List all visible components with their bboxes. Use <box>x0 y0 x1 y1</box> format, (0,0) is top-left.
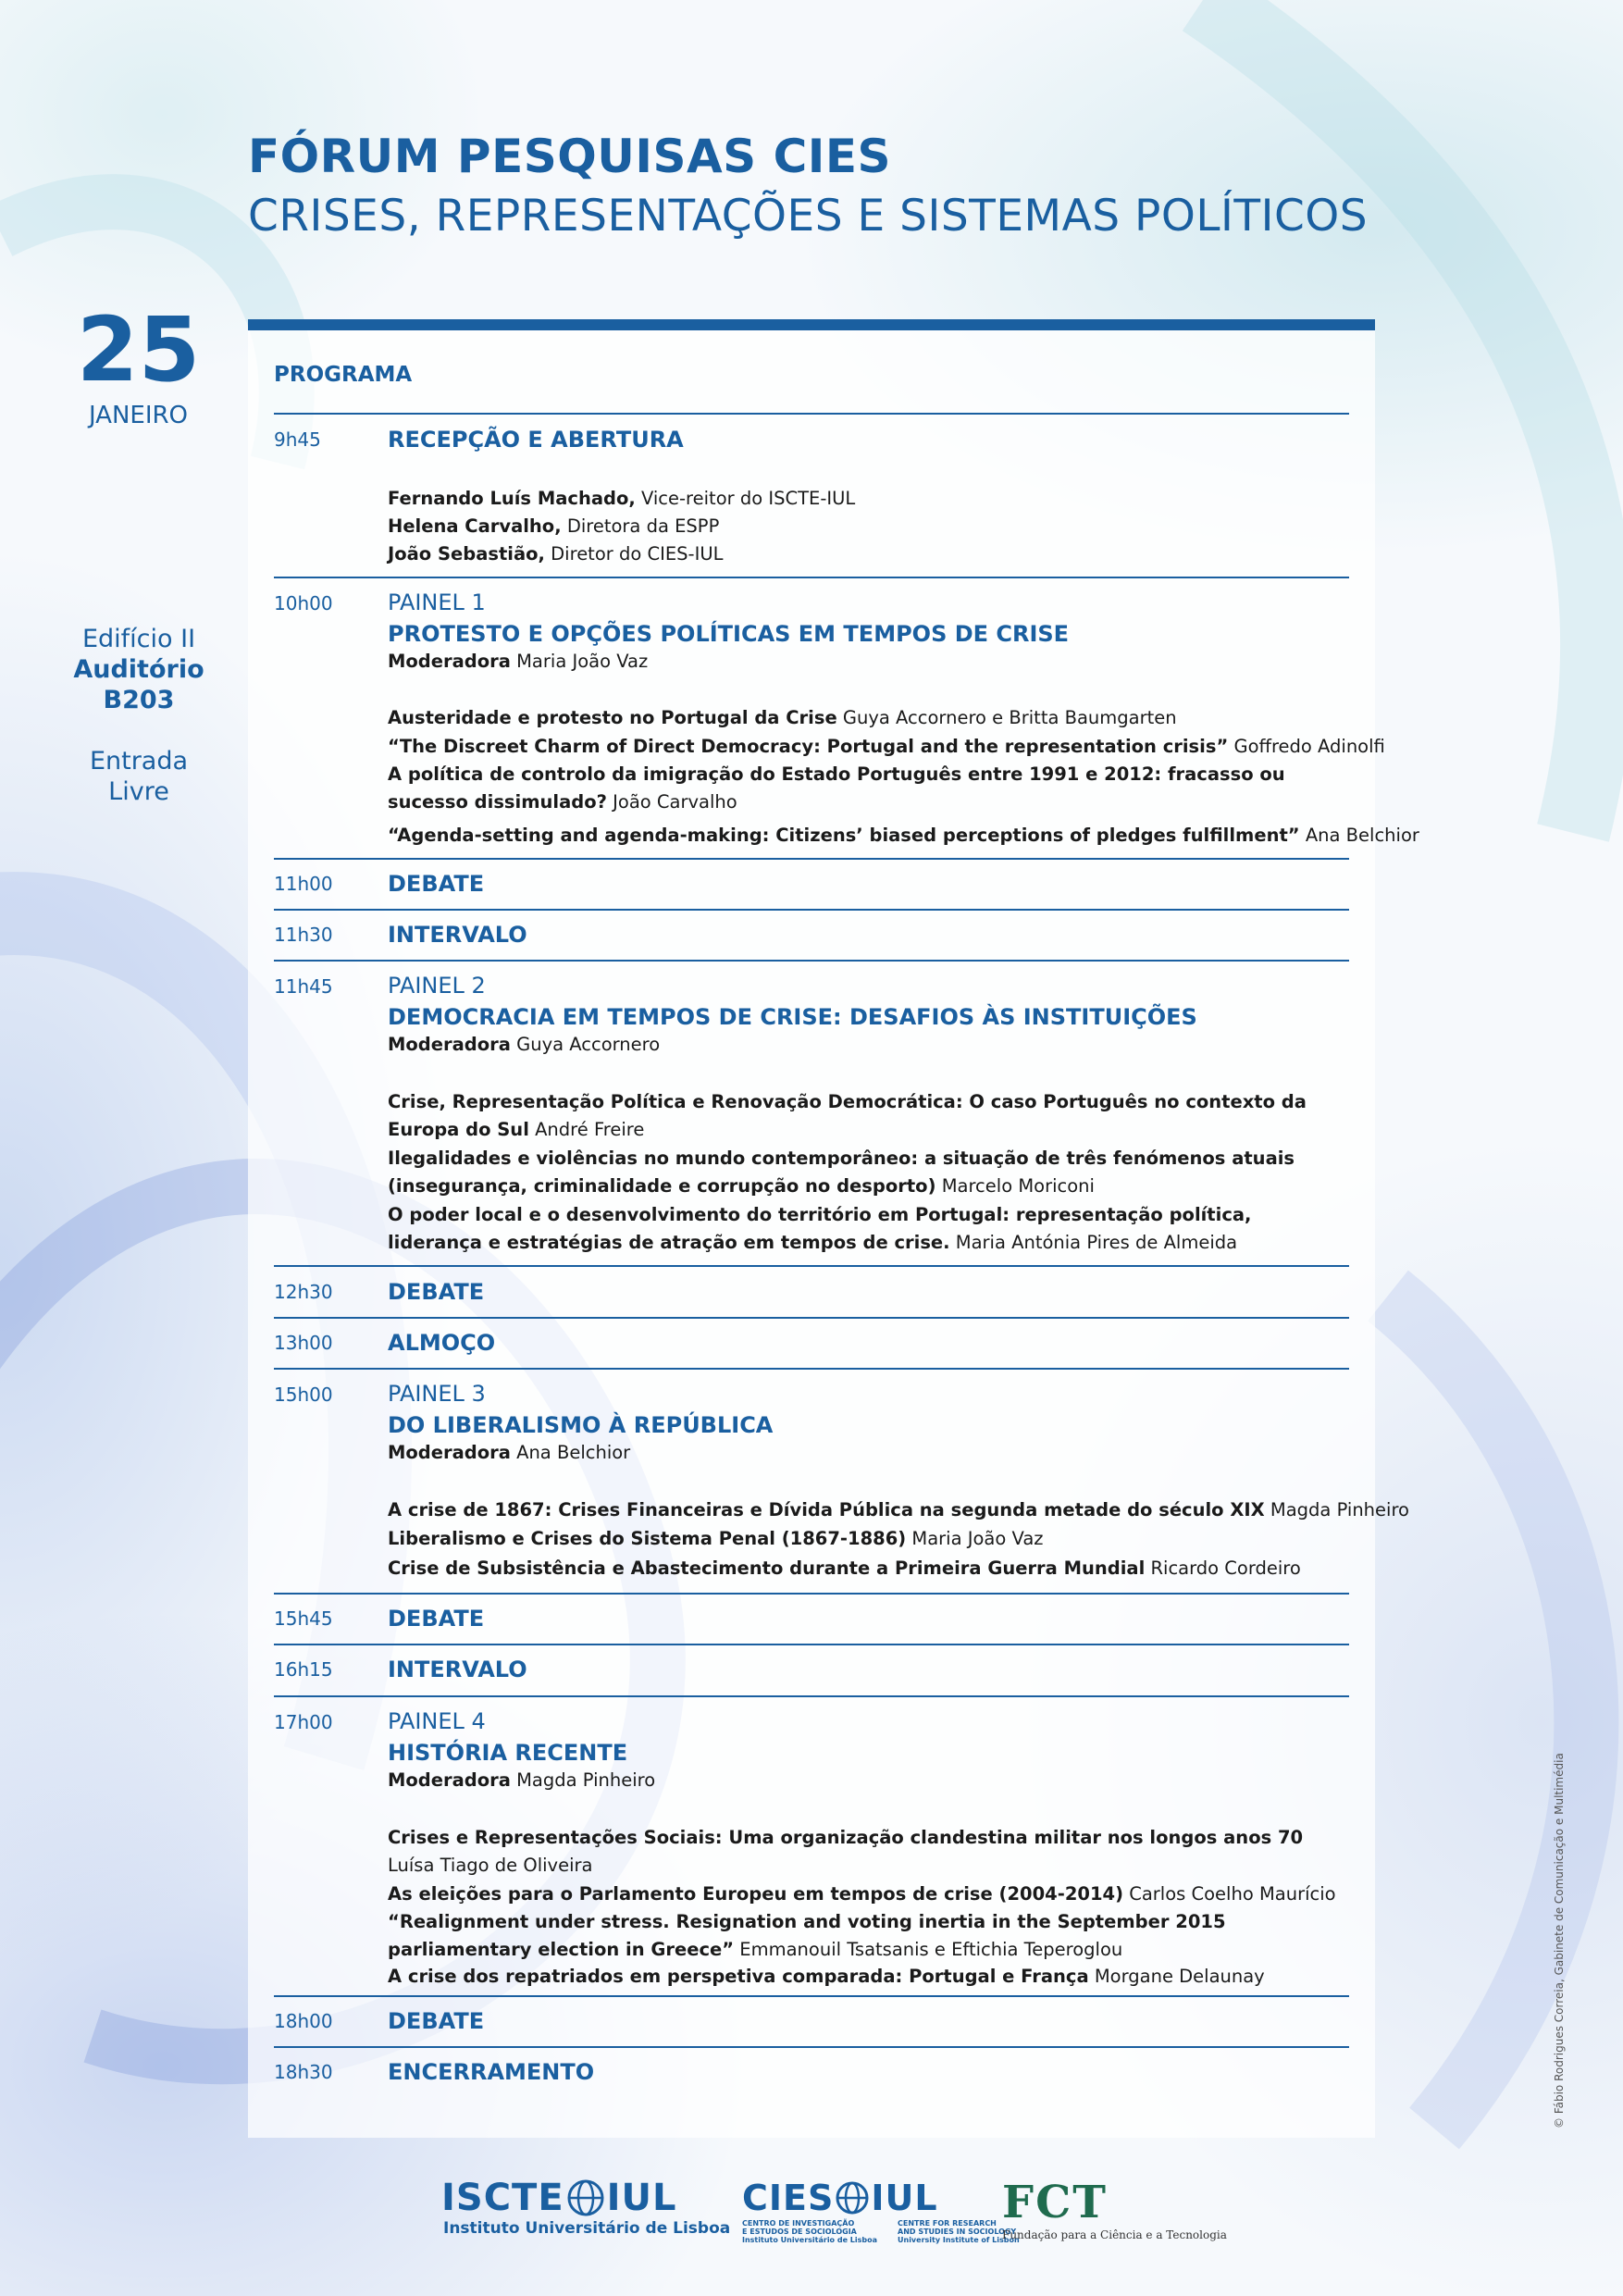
talk-line: A crise de 1867: Crises Financeiras e Dívida Pública na segunda metade do século XIX Magda Pinheiro <box>388 1499 1409 1520</box>
time-1300: 13h00 <box>274 1332 333 1354</box>
divider <box>274 858 1349 860</box>
talk-line: As eleições para o Parlamento Europeu em tempos de crise (2004-2014) Carlos Coelho Maurício <box>388 1883 1336 1905</box>
session-heading: DEBATE <box>388 1606 485 1632</box>
venue-room-number: B203 <box>103 686 175 714</box>
moderator-line: Moderadora Magda Pinheiro <box>388 1769 656 1791</box>
cies-logo: CIES IUL CENTRO DE INVESTIGAÇÃO E ESTUDOS DE SOCIOLOGIA Instituto Universitário de Lisboa CENTRE FOR RESEARCH AND STUDIES IN SOCIOLOGY University Institute of Lisbon <box>742 2178 1020 2244</box>
venue-info <box>56 624 222 807</box>
page-title: FÓRUM PESQUISAS CIES <box>248 130 892 183</box>
moderator-line: Moderadora Maria João Vaz <box>388 651 649 672</box>
session-heading: INTERVALO <box>388 1657 527 1682</box>
talk-line: Liberalismo e Crises do Sistema Penal (1867-1886) Maria João Vaz <box>388 1528 1044 1549</box>
time-1000: 10h00 <box>274 592 333 614</box>
panel-label: PAINEL 4 <box>388 1708 486 1734</box>
talk-line: A política de controlo da imigração do Estado Português entre 1991 e 2012: fracasso ou sucesso dissimulado? João Carvalho <box>388 763 1285 813</box>
moderator-line: Moderadora Guya Accornero <box>388 1034 661 1055</box>
divider <box>274 909 1349 911</box>
time-0945: 9h45 <box>274 428 321 451</box>
venue-room: Auditório <box>73 655 204 684</box>
time-1615: 16h15 <box>274 1658 333 1681</box>
divider <box>274 413 1349 415</box>
speaker-line: João Sebastião, Diretor do CIES-IUL <box>388 543 724 565</box>
panel-title: DEMOCRACIA EM TEMPOS DE CRISE: DESAFIOS ÀS INSTITUIÇÕES <box>388 1004 1197 1030</box>
divider <box>274 2046 1349 2048</box>
talk-line: Austeridade e protesto no Portugal da Crise Guya Accornero e Britta Baumgarten <box>388 707 1177 728</box>
panel-label: PAINEL 1 <box>388 590 486 615</box>
speaker-line: Fernando Luís Machado, Vice-reitor do ISCTE-IUL <box>388 488 856 509</box>
date-day: 25 <box>76 298 201 402</box>
program-label: PROGRAMA <box>274 363 413 387</box>
talk-line: O poder local e o desenvolvimento do território em Portugal: representação política, liderança e estratégias de atração em tempos de crise. Maria Antónia Pires de Almeida <box>388 1204 1252 1253</box>
time-1700: 17h00 <box>274 1711 333 1733</box>
time-1500: 15h00 <box>274 1384 333 1406</box>
talk-line: A crise dos repatriados em perspetiva comparada: Portugal e França Morgane Delaunay <box>388 1966 1265 1987</box>
divider <box>274 1317 1349 1319</box>
venue-entry-free: Livre <box>108 777 169 806</box>
time-1830: 18h30 <box>274 2061 333 2083</box>
divider <box>274 1265 1349 1267</box>
talk-line: Crises e Representações Sociais: Uma organização clandestina militar nos longos anos 70 Luísa Tiago de Oliveira <box>388 1827 1304 1876</box>
globe-icon <box>835 2180 870 2215</box>
venue-entry: Entrada <box>89 747 189 776</box>
fct-logo: FCT Fundação para a Ciência e a Tecnologia <box>1002 2177 1227 2241</box>
session-heading: INTERVALO <box>388 922 527 948</box>
page-subtitle: CRISES, REPRESENTAÇÕES E SISTEMAS POLÍTICOS <box>248 191 1369 242</box>
time-1145: 11h45 <box>274 975 333 998</box>
venue-building: Edifício II <box>81 625 196 653</box>
divider <box>274 1368 1349 1370</box>
session-heading: RECEPÇÃO E ABERTURA <box>388 427 684 453</box>
panel-title: HISTÓRIA RECENTE <box>388 1740 628 1766</box>
time-1230: 12h30 <box>274 1281 333 1303</box>
moderator-line: Moderadora Ana Belchior <box>388 1442 631 1463</box>
talk-line: “Agenda-setting and agenda-making: Citizens’ biased perceptions of pledges fulfillment” Ana Belchior <box>388 825 1419 846</box>
divider <box>274 1644 1349 1645</box>
photo-credit: © Fábio Rodrigues Correia, Gabinete de Comunicação e Multimédia <box>1553 1753 1566 2128</box>
iscte-logo: ISCTE IUL Instituto Universitário de Lisboa <box>441 2177 731 2238</box>
session-heading: ALMOÇO <box>388 1330 496 1356</box>
panel-label: PAINEL 2 <box>388 973 486 999</box>
panel-title: DO LIBERALISMO À REPÚBLICA <box>388 1412 774 1438</box>
session-heading: ENCERRAMENTO <box>388 2059 595 2085</box>
talk-line: Crise, Representação Política e Renovação Democrática: O caso Português no contexto da Europa do Sul André Freire <box>388 1091 1307 1140</box>
talk-line: “Realignment under stress. Resignation and voting inertia in the September 2015 parliamentary election in Greece” Emmanouil Tsatsanis e Eftichia Teperoglou <box>388 1911 1226 1960</box>
time-1545: 15h45 <box>274 1607 333 1630</box>
time-1100: 11h00 <box>274 873 333 895</box>
divider <box>274 577 1349 578</box>
time-1130: 11h30 <box>274 924 333 946</box>
session-heading: DEBATE <box>388 1279 485 1305</box>
talk-line: Ilegalidades e violências no mundo contemporâneo: a situação de três fenómenos atuais (insegurança, criminalidade e corrupção no desporto) Marcelo Moriconi <box>388 1148 1295 1197</box>
speaker-line: Helena Carvalho, Diretora da ESPP <box>388 515 720 537</box>
time-1800: 18h00 <box>274 2010 333 2032</box>
divider <box>274 1593 1349 1595</box>
date-month: JANEIRO <box>88 402 189 429</box>
panel-label: PAINEL 3 <box>388 1381 486 1407</box>
globe-icon <box>566 2178 605 2217</box>
talk-line: “The Discreet Charm of Direct Democracy: Portugal and the representation crisis” Goffredo Adinolfi <box>388 736 1385 757</box>
session-heading: DEBATE <box>388 871 485 897</box>
session-heading: DEBATE <box>388 2008 485 2034</box>
divider <box>274 1695 1349 1697</box>
talk-line: Crise de Subsistência e Abastecimento durante a Primeira Guerra Mundial Ricardo Cordeiro <box>388 1558 1301 1579</box>
divider <box>274 1995 1349 1997</box>
divider <box>274 960 1349 962</box>
panel-title: PROTESTO E OPÇÕES POLÍTICAS EM TEMPOS DE CRISE <box>388 621 1070 647</box>
